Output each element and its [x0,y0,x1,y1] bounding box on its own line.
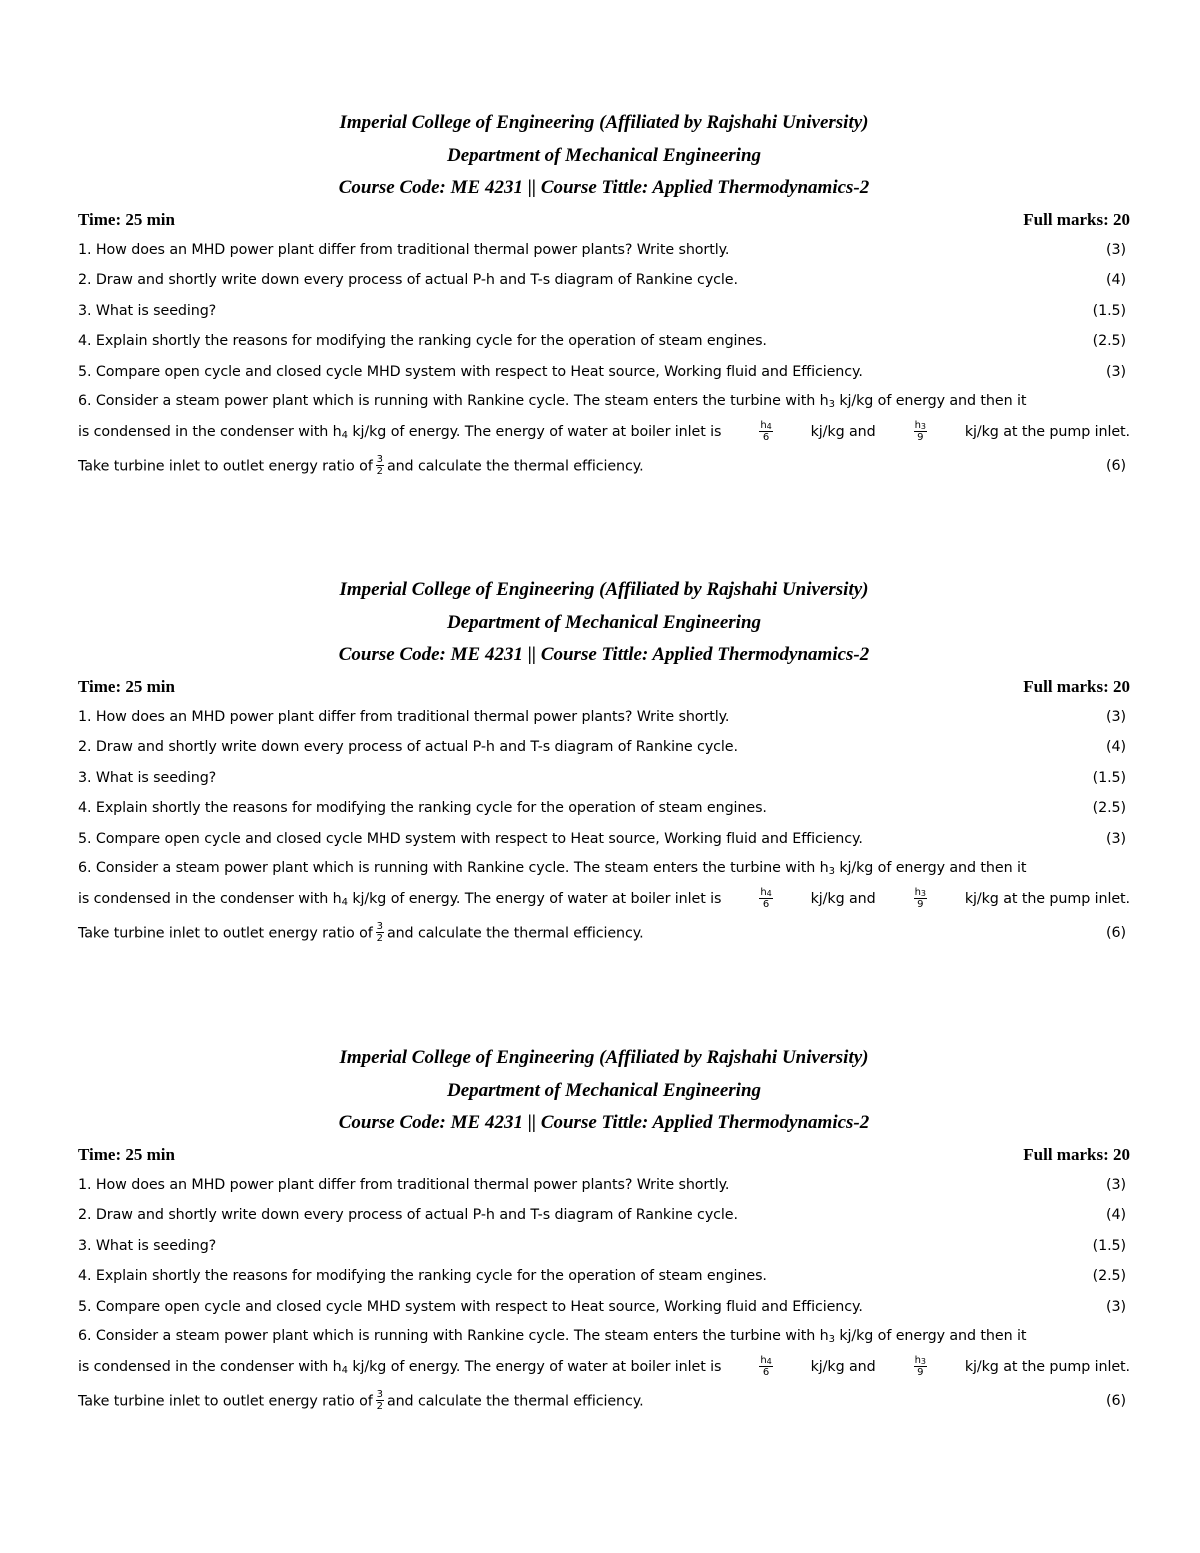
question-text: 1. How does an MHD power plant differ from traditional thermal power plants? Write shortly. [78,1176,730,1193]
fraction-denominator: 6 [762,431,770,443]
question-marks: (2.5) [1092,1268,1126,1284]
q6-text-part: and calculate the thermal efficiency. [386,1393,644,1409]
fraction-numerator-sub: 3 [920,888,926,898]
question-marks: (3) [1106,708,1126,725]
fraction-h4-over-6 [759,420,772,443]
question-3 [78,296,1130,327]
question-marks: (2.5) [1092,800,1126,816]
q6-text: kj/kg of energy and then it [834,393,1027,409]
question-marks: (3) [1106,830,1126,847]
course-title: Course Code: ME 4231 || Course Tittle: Applied Thermodynamics-2 [338,1112,870,1133]
q6-text-part: Take turbine inlet to outlet energy ratio of [78,925,373,941]
fraction-numerator-sub: 4 [766,421,772,431]
question-6 [78,1322,1130,1418]
q6-text [78,455,644,478]
question-1 [78,1170,1130,1201]
q6-text-part: is condensed in the condenser with h [78,891,342,907]
question-paper-1 [78,107,1130,483]
q6-text: kj/kg and [810,1359,876,1375]
q6-subscript: 4 [341,430,348,441]
question-marks: (6) [1106,1393,1126,1409]
q6-text-part: is condensed in the condenser with h [78,424,342,440]
q6-text: kj/kg and [810,424,876,440]
question-marks: (4) [1106,272,1126,288]
q6-text [78,417,721,447]
question-6-line-2 [78,415,1130,449]
fraction-h3-over-9 [914,887,927,910]
q6-text: kj/kg of energy and then it [834,1328,1027,1344]
question-marks: (1.5) [1092,302,1126,319]
question-3 [78,763,1130,794]
question-6-line-2 [78,882,1130,916]
question-paper-2 [78,574,1130,950]
q6-text-part: Take turbine inlet to outlet energy ratio of [78,458,373,474]
question-marks: (3) [1106,1176,1126,1193]
question-text: 2. Draw and shortly write down every process of actual P-h and T-s diagram of Rankine cycle. [78,739,738,755]
fraction-numerator-text: h [760,886,767,898]
question-6-line-3 [78,1384,1130,1418]
fraction-numerator-text: h [914,1354,921,1366]
question-text: 3. What is seeding? [78,1237,217,1254]
time-label: Time: 25 min [78,209,175,229]
exam-meta [78,205,1130,235]
q6-text: kj/kg at the pump inlet. [964,891,1130,907]
fraction-numerator [759,887,772,899]
course-title: Course Code: ME 4231 || Course Tittle: Applied Thermodynamics-2 [338,177,870,198]
fraction-numerator [759,1355,772,1367]
fraction-h4-over-6 [759,887,772,910]
full-marks-label: Full marks: 20 [1023,676,1130,696]
question-6-line-2 [78,1350,1130,1384]
fraction-numerator: 3 [376,920,383,932]
question-6-line-1 [78,854,1130,882]
q6-text: kj/kg of energy and then it [834,860,1027,876]
question-text: 4. Explain shortly the reasons for modifying the ranking cycle for the operation of steam engines. [78,1268,767,1284]
question-6-line-3 [78,449,1130,483]
fraction-h3-over-9 [914,1355,927,1378]
question-marks: (1.5) [1092,769,1126,786]
q6-subscript: 4 [341,1365,348,1376]
fraction-denominator: 6 [762,1366,770,1378]
exam-meta [78,1140,1130,1170]
fraction-denominator: 2 [376,1400,383,1412]
time-label: Time: 25 min [78,1144,175,1164]
q6-subscript: 3 [828,866,835,877]
question-1 [78,702,1130,733]
department-title: Department of Mechanical Engineering [446,611,762,633]
q6-text: kj/kg and [810,891,876,907]
question-text: 1. How does an MHD power plant differ from traditional thermal power plants? Write shortly. [78,241,730,258]
question-6-line-3 [78,916,1130,950]
question-text: 5. Compare open cycle and closed cycle MHD system with respect to Heat source, Working fluid and Efficiency. [78,363,863,380]
full-marks-label: Full marks: 20 [1023,1144,1130,1164]
question-text: 1. How does an MHD power plant differ from traditional thermal power plants? Write shortly. [78,708,730,725]
fraction-h4-over-6 [759,1355,772,1378]
question-marks: (3) [1106,1298,1126,1315]
fraction-numerator: 3 [376,1388,383,1400]
fraction-3-over-2 [376,454,384,477]
fraction-numerator [914,420,927,432]
question-6 [78,387,1130,483]
college-title: Imperial College of Engineering (Affiliated by Rajshahi University) [339,112,869,133]
fraction-numerator [759,420,772,432]
q6-text-part: kj/kg of energy. The energy of water at boiler inlet is [347,891,722,907]
question-text: 2. Draw and shortly write down every process of actual P-h and T-s diagram of Rankine cycle. [78,1207,738,1223]
question-marks: (4) [1106,739,1126,755]
question-marks: (6) [1106,458,1126,474]
question-2 [78,265,1130,296]
q6-text: kj/kg at the pump inlet. [964,424,1130,440]
fraction-3-over-2 [376,921,384,944]
question-text: 5. Compare open cycle and closed cycle MHD system with respect to Heat source, Working fluid and Efficiency. [78,830,863,847]
q6-text [78,1352,721,1382]
fraction-numerator-sub: 3 [920,421,926,431]
fraction-numerator-text: h [914,886,921,898]
question-2 [78,732,1130,763]
college-title: Imperial College of Engineering (Affiliated by Rajshahi University) [339,1047,869,1068]
question-text: 4. Explain shortly the reasons for modifying the ranking cycle for the operation of steam engines. [78,800,767,816]
question-4 [78,793,1130,824]
question-1 [78,235,1130,266]
question-text: 3. What is seeding? [78,769,217,786]
department-title: Department of Mechanical Engineering [446,1079,762,1101]
q6-subscript: 4 [341,897,348,908]
q6-subscript: 3 [828,399,835,410]
time-label: Time: 25 min [78,676,175,696]
q6-text-part: kj/kg of energy. The energy of water at boiler inlet is [347,424,722,440]
question-marks: (3) [1106,363,1126,380]
fraction-numerator-text: h [760,1354,767,1366]
fraction-numerator [914,887,927,899]
fraction-h3-over-9 [914,420,927,443]
question-4 [78,1261,1130,1292]
fraction-numerator-sub: 4 [766,1356,772,1366]
question-5 [78,357,1130,388]
course-title: Course Code: ME 4231 || Course Tittle: Applied Thermodynamics-2 [338,644,870,665]
question-6-line-1 [78,1322,1130,1350]
q6-text: kj/kg at the pump inlet. [964,1359,1130,1375]
question-6-line-1 [78,387,1130,415]
question-2 [78,1200,1130,1231]
question-marks: (6) [1106,925,1126,941]
question-4 [78,326,1130,357]
fraction-denominator: 9 [917,1366,924,1378]
q6-text: 6. Consider a steam power plant which is running with Rankine cycle. The steam enters the turbine with h [78,860,829,876]
question-3 [78,1231,1130,1262]
question-5 [78,1292,1130,1323]
fraction-denominator: 9 [917,431,924,443]
q6-text-part: and calculate the thermal efficiency. [386,458,644,474]
department-title: Department of Mechanical Engineering [446,144,762,166]
fraction-denominator: 9 [917,898,924,910]
question-paper-3 [78,1042,1130,1418]
question-marks: (4) [1106,1207,1126,1223]
q6-text [78,1390,644,1413]
question-marks: (1.5) [1092,1237,1126,1254]
q6-text [78,922,644,945]
q6-subscript: 3 [828,1334,835,1345]
q6-text-part: is condensed in the condenser with h [78,1359,342,1375]
college-title: Imperial College of Engineering (Affiliated by Rajshahi University) [339,579,869,600]
fraction-numerator: 3 [376,453,383,465]
question-text: 3. What is seeding? [78,302,217,319]
full-marks-label: Full marks: 20 [1023,209,1130,229]
question-5 [78,824,1130,855]
question-text: 2. Draw and shortly write down every process of actual P-h and T-s diagram of Rankine cycle. [78,272,738,288]
fraction-denominator: 6 [762,898,770,910]
question-text: 5. Compare open cycle and closed cycle MHD system with respect to Heat source, Working fluid and Efficiency. [78,1298,863,1315]
fraction-denominator: 2 [376,932,383,944]
fraction-numerator-text: h [760,419,767,431]
q6-text: 6. Consider a steam power plant which is running with Rankine cycle. The steam enters the turbine with h [78,1328,829,1344]
q6-text: 6. Consider a steam power plant which is running with Rankine cycle. The steam enters the turbine with h [78,393,829,409]
fraction-numerator-sub: 4 [766,888,772,898]
fraction-numerator [914,1355,927,1367]
question-marks: (2.5) [1092,333,1126,349]
fraction-3-over-2 [376,1389,384,1412]
question-text: 4. Explain shortly the reasons for modifying the ranking cycle for the operation of steam engines. [78,333,767,349]
q6-text-part: and calculate the thermal efficiency. [386,925,644,941]
q6-text [78,884,721,914]
q6-text-part: kj/kg of energy. The energy of water at boiler inlet is [347,1359,722,1375]
exam-meta [78,672,1130,702]
question-6 [78,854,1130,950]
question-marks: (3) [1106,241,1126,258]
fraction-numerator-text: h [914,419,921,431]
fraction-numerator-sub: 3 [920,1356,926,1366]
q6-text-part: Take turbine inlet to outlet energy ratio of [78,1393,373,1409]
fraction-denominator: 2 [376,465,383,477]
